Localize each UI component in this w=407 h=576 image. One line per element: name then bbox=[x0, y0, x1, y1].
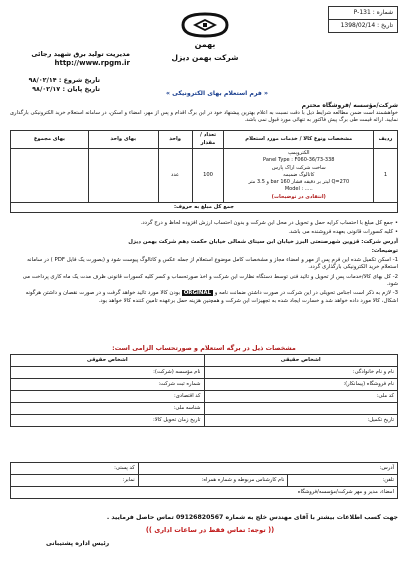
date-value: 1398/02/14 bbox=[340, 22, 376, 30]
table-row bbox=[11, 379, 398, 391]
spec-note: (انتقادی در توضیحات) bbox=[271, 193, 326, 200]
table-row bbox=[11, 415, 398, 427]
spec-line: Panel Type : F060-36/73-338 bbox=[263, 157, 335, 164]
spec-line: کاتالوگ ضمیمه bbox=[283, 171, 315, 178]
start-date-value: ۹۸/۰۲/۱۴ bbox=[28, 76, 57, 84]
office-hours-note: (( توجه: تماس فقط در ساعات اداری )) bbox=[145, 526, 275, 534]
contact-table bbox=[10, 462, 398, 499]
org-name: مدیریت تولید برق شهید رجائی bbox=[31, 50, 130, 58]
table-row bbox=[11, 391, 398, 403]
row-total-field[interactable] bbox=[11, 149, 89, 203]
table-row bbox=[11, 403, 398, 415]
table-row bbox=[11, 463, 398, 475]
explanation-item: 1- اسکن تکمیل شده این فرم پس از مهر و امضاء مجاز و مشخصات کامل موضوع استعلام از جمله عکس و کاتالوگ پیوست شود و (بصورت یک فایل PDF ) در سامانه استعلام خرید الکترونیکی بارگذاری گردد. bbox=[27, 257, 398, 271]
form-title: « فرم استعلام بهای الکترونیکی » bbox=[165, 90, 269, 97]
brand-name: شرکت بهمن دیزل bbox=[171, 52, 239, 62]
date-row bbox=[329, 20, 397, 32]
explanation-item: 2- کل بهای کالا/خدمات پس از تحویل و تائید فنی توسط دستگاه نظارت این شرکت و اخذ صورتحساب و کسر کلیه کسورات قانونی ظرف مدت یک ماه کاری پرداخت می شود. bbox=[22, 273, 398, 288]
dates-block bbox=[10, 76, 100, 93]
spec-line: Model : ..... bbox=[284, 186, 313, 193]
spec-line: الکتروپمپ bbox=[287, 150, 310, 156]
col-spec: مشخصات ونوع کالا / خدمات مورد استعلام bbox=[224, 131, 374, 149]
contact-info: جهت کسب اطلاعات بیشتر با آقای مهندس خلج به شماره 09126820567 تماس حاصل فرمایید . bbox=[106, 514, 398, 521]
table-row bbox=[11, 487, 398, 499]
seller-field[interactable]: تاریخ زمان تحویل کالا: bbox=[11, 415, 205, 427]
start-date-row bbox=[10, 76, 100, 85]
wordmark: بهمن bbox=[194, 40, 216, 49]
bahman-logo-icon bbox=[179, 10, 231, 40]
row-index: 1 bbox=[374, 149, 398, 203]
original-tag: ORGINAL bbox=[183, 290, 212, 297]
number-value: P-131 bbox=[353, 9, 371, 16]
date-label: تاریخ : bbox=[377, 22, 393, 30]
org-block bbox=[10, 50, 130, 68]
seller-field[interactable]: تاریخ تکمیل: bbox=[204, 415, 398, 427]
col-index: ردیف bbox=[374, 131, 398, 149]
end-date-value: ۹۸/۰۲/۱۷ bbox=[32, 84, 61, 93]
seller-field[interactable]: نام فروشگاه (پیمانکار): bbox=[204, 379, 398, 391]
explanation-item-part: 3- لازم به ذکر است اجناس تحویلی در این شرکت در صورت داشتن ضمانت نامه و bbox=[214, 290, 398, 297]
number-row bbox=[329, 7, 397, 20]
table-row bbox=[11, 367, 398, 379]
number-label: شماره : bbox=[372, 9, 393, 16]
total-row bbox=[11, 202, 398, 212]
natural-persons-header: اشخاص حقیقی bbox=[204, 355, 398, 367]
row-spec bbox=[224, 149, 374, 203]
company-address: آدرس شرکت: قزوین شهرصنعتی البرز خیابان ابن سینای شمالی خیابان حکمت دهم شرکت بهمن دیزل bbox=[128, 238, 398, 245]
explanation-item bbox=[10, 290, 398, 305]
seller-field[interactable]: شماره ثبت شرکت: bbox=[11, 379, 205, 391]
row-unit-price-field[interactable] bbox=[88, 149, 158, 203]
seller-header-row bbox=[11, 355, 398, 367]
signatory-title: رئیس اداره پشتیبانی bbox=[46, 540, 110, 547]
spec-line: Q=270 لیتر بر دقیقه فشار 160 bar و 3.5 متر bbox=[248, 179, 350, 185]
explanation-item-part: بودن کالا مورد تائید خواهد گرفت و در صورت نقصان و داشتن هرگونه اشکال، کالا مورد داده خواهد شد و خسارت ایجاد شده به تجهیزات این شرکت و همچنین هزینه حمل برعهده تامین کننده کالا خواهد بود. bbox=[25, 290, 398, 304]
col-quantity: تعداد / مقدار bbox=[192, 131, 224, 149]
col-total: بهای مجموع bbox=[11, 131, 89, 149]
seller-field[interactable]: نام مؤسسه (شرکت): bbox=[11, 367, 205, 379]
fax-field[interactable]: نمابر: bbox=[11, 475, 139, 487]
row-quantity: 100 bbox=[192, 149, 224, 203]
seller-field[interactable] bbox=[204, 403, 398, 415]
seller-field[interactable]: کد ملی: bbox=[204, 391, 398, 403]
seller-field[interactable]: نام و نام خانوادگی: bbox=[204, 367, 398, 379]
expert-field[interactable]: نام کارشناس مربوطه و شماره همراه: bbox=[138, 475, 288, 487]
document-page bbox=[10, 6, 398, 547]
spec-line: ساخت شرکت اراک پارس bbox=[271, 164, 326, 171]
company-salutation: شرکت/مؤسسه /فروشگاه محترم bbox=[301, 102, 398, 109]
items-header-row bbox=[11, 131, 398, 149]
meta-box bbox=[328, 6, 398, 33]
table-row bbox=[11, 475, 398, 487]
col-unit-price: بهای واحد bbox=[88, 131, 158, 149]
seller-info-table bbox=[10, 354, 398, 427]
phone-field[interactable]: تلفن: bbox=[288, 475, 398, 487]
intro-paragraph: خواهشمند است ضمن مطالعه شرایط ذیل با دقت نسبت به اعلام بهترین پیشنهاد خود در این برگ اقدام و پس از مهر، امضاء و اسکن، در سامانه استعلام خرید الکترونیکی بارگذاری نمایید. ارائه قیمت طی برگ پیش فاکتور به تنهائی مورد قبول نمی باشد. bbox=[10, 110, 398, 124]
legal-persons-header: اشخاص حقوقی bbox=[11, 355, 205, 367]
org-url[interactable]: http://www.rpgm.ir bbox=[54, 58, 130, 67]
start-date-label: تاریخ شروع : bbox=[58, 76, 100, 84]
brand-logo bbox=[162, 10, 248, 63]
signature-field[interactable]: امضاء، مدیر و مهر شرکت/مؤسسه/فروشگاه bbox=[11, 487, 398, 499]
condition-item: • کلیه کسورات قانونی بعهده فروشنده می باشد. bbox=[288, 229, 398, 236]
end-date-row bbox=[10, 85, 100, 94]
row-unit: عدد bbox=[158, 149, 192, 203]
end-date-label: تاریخ پایان : bbox=[62, 84, 100, 93]
postal-code-field[interactable]: کد پستی: bbox=[11, 463, 139, 475]
items-table bbox=[10, 130, 398, 213]
explanations-title: توضیحات: bbox=[371, 247, 398, 254]
seller-section-title: مشخصات ذیل در برگه استعلام و صورتحساب الزامی است: bbox=[112, 344, 296, 352]
seller-field[interactable]: شناسه ملی: bbox=[11, 403, 205, 415]
col-unit: واحد bbox=[158, 131, 192, 149]
total-in-words-label[interactable]: جمع کل مبلغ به حروف: bbox=[11, 202, 398, 212]
document-header bbox=[10, 6, 398, 92]
condition-item: • جمع کل مبلغ با احتساب کرایه حمل و تحویل در محل این شرکت و بدون احتساب ارزش افزوده لحاظ و درج گردد. bbox=[140, 220, 398, 226]
conditions-block bbox=[10, 220, 398, 307]
table-row bbox=[11, 149, 398, 203]
address-field[interactable]: آدرس: bbox=[138, 463, 397, 475]
seller-field[interactable]: کد اقتصادی: bbox=[11, 391, 205, 403]
